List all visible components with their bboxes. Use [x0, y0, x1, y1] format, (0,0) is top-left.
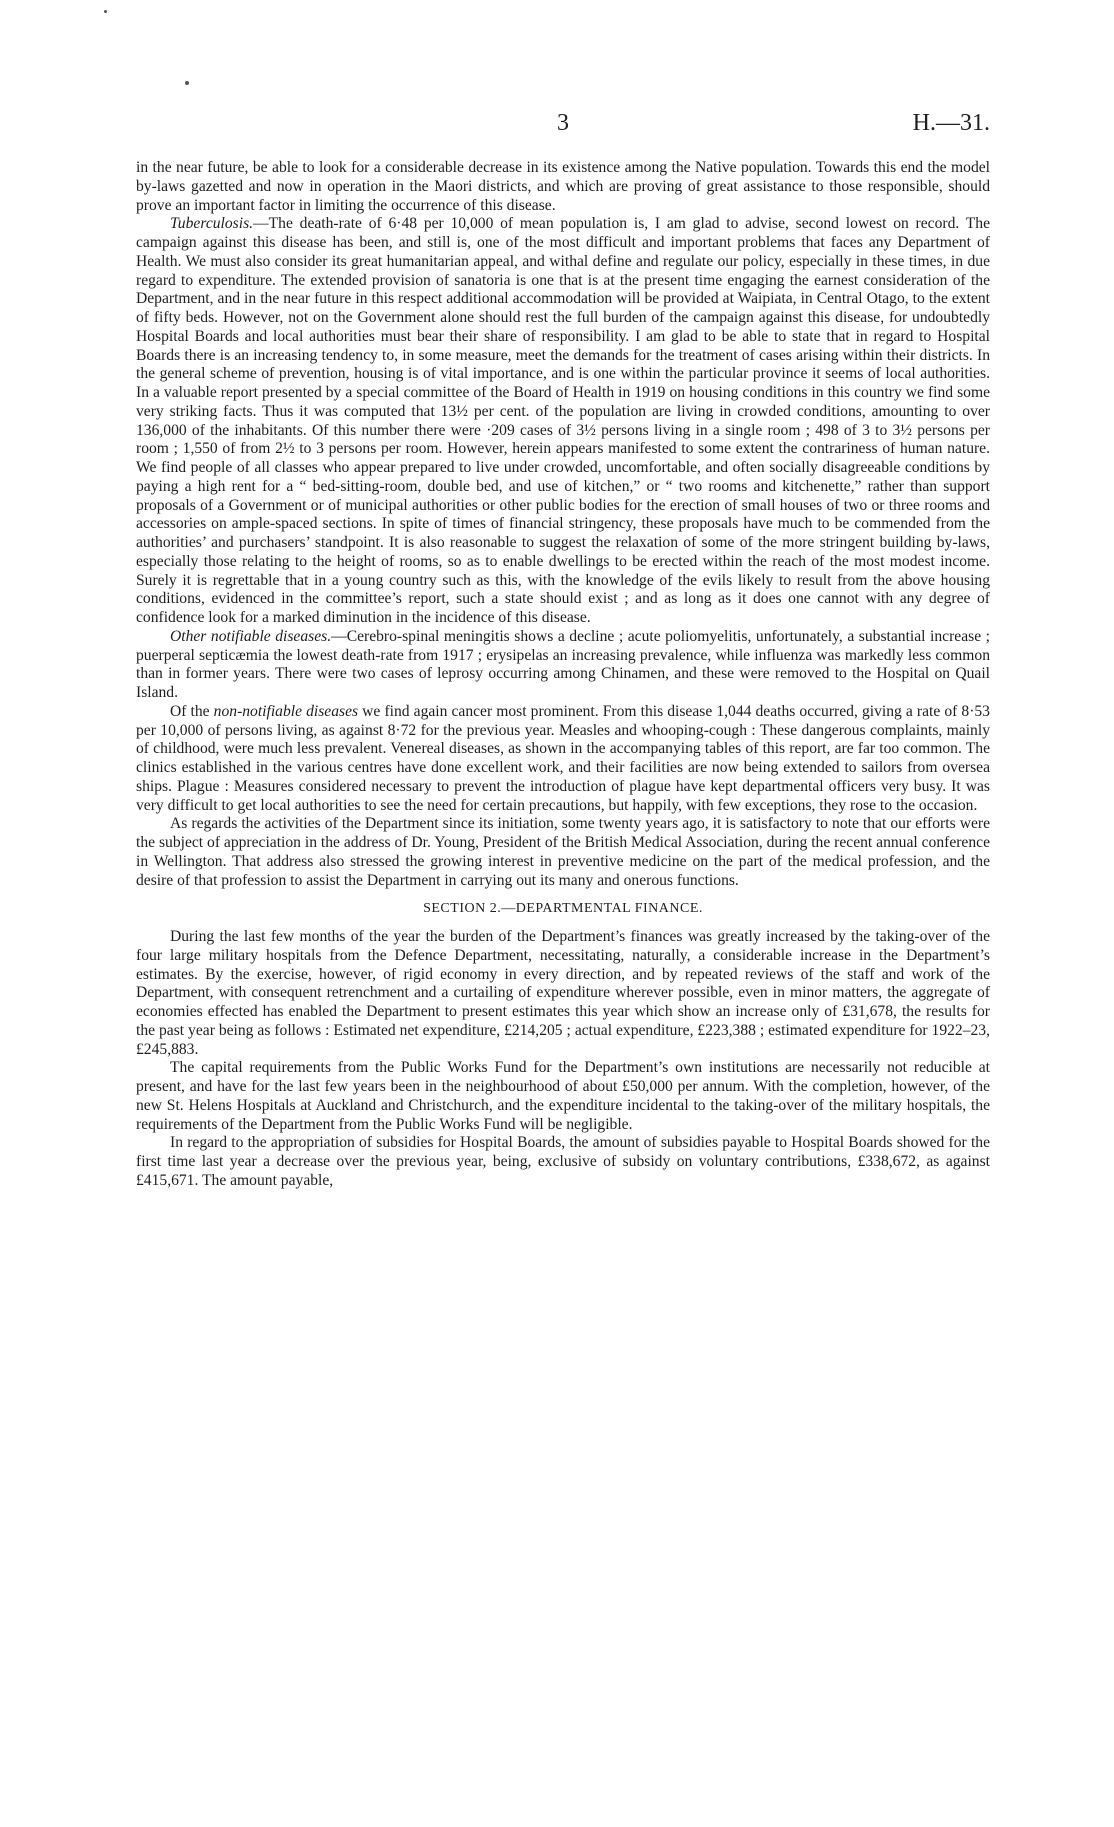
- paragraph-text: —Cerebro-spinal meningitis shows a decline ; acute poliomyelitis, unfortunately, a substantial increase ; puerperal septicæmia the lowest death-rate from 1917 ; erysipelas an increasing prevalence, while influenza was markedly less common than in former years. There were two cases of leprosy occurring among Chinamen, and these were removed to the Hospital on Quail Island.: [136, 627, 990, 701]
- paragraph-capital-requirements: [136, 1059, 990, 1134]
- paragraph-text: we find again cancer most prominent. From this disease 1,044 deaths occurred, giving a rate of 8·53 per 10,000 of persons living, as against 8·72 for the previous year. Measles and whooping-cough : These dangerous complaints, mainly of childhood, were much less prevalent. Venereal diseases, as shown in the accompanying tables of this report, are far too common. The clinics established in the various centres have done excellent work, and their facilities are now being extended to sailors from oversea ships. Plague : Measures considered necessary to prevent the introduction of plague have kept departmental officers very busy. It was very difficult to get local authorities to see the need for certain precautions, but happily, with few exceptions, they rose to the occasion.: [136, 702, 990, 814]
- run-in-heading-non-notifiable: non-notifiable diseases: [213, 702, 359, 720]
- paragraph-maori-districts: [136, 159, 990, 215]
- run-in-heading-tuberculosis: Tuberculosis.: [170, 215, 254, 233]
- page-number: 3: [557, 110, 569, 136]
- paragraph-other-notifiable-diseases: [136, 628, 990, 703]
- paragraph-text: in the near future, be able to look for a considerable decrease in its existence among the Native population. Towards this end the model by-laws gazetted and now in operation in the Maori districts, and which are proving of great assistance to those responsible, should prove an important factor in limiting the occurrence of this disease.: [136, 159, 990, 214]
- paragraph-department-activities: [136, 815, 990, 890]
- paragraph-text: During the last few months of the year the burden of the Department’s finances was greatly increased by the taking-over of the four large military hospitals from the Defence Department, necessitating, naturally, a considerable increase in the Department’s estimates. By the exercise, however, of rigid economy in every direction, and by repeated reviews of the staff and work of the Department, with consequent retrenchment and a curtailing of expenditure wherever possible, even in minor matters, the aggregate of economies effected has enabled the Department to present estimates this year which show an increase only of £31,678, the results for the past year being as follows : Estimated net expenditure, £214,205 ; actual expenditure, £223,388 ; estimated expenditure for 1922–23, £245,883.: [136, 928, 990, 1058]
- paragraph-text: —The death-rate of 6·48 per 10,000 of mean population is, I am glad to advise, second lowest on record. The campaign against this disease has been, and still is, one of the most difficult and important problems that faces any Department of Health. We must also consider its great humanitarian appeal, and withal define and regulate our policy, especially in these times, in due regard to expenditure. The extended provision of sanatoria is one that is at the present time engaging the earnest consideration of the Department, and in the near future in this respect additional accommodation will be provided at Waipiata, in Central Otago, to the extent of fifty beds. However, not on the Government alone should rest the full burden of the campaign against this disease, for undoubtedly Hospital Boards and local authorities must bear their share of responsibility. I am glad to be able to state that in regard to Hospital Boards there is an increasing tendency to, in some measure, meet the demands for the treatment of cases arising within their districts. In the general scheme of prevention, housing is of vital importance, and is one within the particular province it seems of local authorities. In a valuable report presented by a special committee of the Board of Health in 1919 on housing conditions in this country we find some very striking facts. Thus it was computed that 13½ per cent. of the population are living in crowded conditions, amounting to over 136,000 of the inhabitants. Of this number there were ·209 cases of 3½ persons living in a single room ; 498 of 3 to 3½ persons per room ; 1,550 of from 2½ to 3 persons per room. However, herein appears manifested to some extent the contrariness of human nature. We find people of all classes who appear prepared to live under crowded, uncomfortable, and often socially disagreeable conditions by paying a high rent for a “ bed-sitting-room, double bed, and use of kitchen,” or “ two rooms and kitchenette,” rather than support proposals of a Government or of municipal authorities or other public bodies for the erection of small houses of two or three rooms and accessories on ample-spaced sections. In spite of times of financial stringency, these proposals have much to be commended from the authorities’ and purchasers’ standpoint. It is also reasonable to suggest the relaxation of some of the more stringent building by-laws, especially those relating to the height of rooms, so as to enable dwellings to be erected within the reach of the most modest income. Surely it is regrettable that in a young country such as this, with the knowledge of the evils likely to result from the above housing conditions, evidenced in the committee’s report, such a state should exist ; and as long as it does one cannot with any degree of confidence look for a marked diminution in the incidence of this disease.: [136, 215, 990, 626]
- scan-speck: [185, 81, 189, 85]
- paragraph-finance-burden: [136, 928, 990, 1059]
- document-reference: H.—31.: [912, 110, 990, 136]
- run-in-heading-other-notifiable: Other notifiable diseases.: [170, 627, 332, 645]
- section-heading: SECTION 2.—DEPARTMENTAL FINANCE.: [423, 901, 703, 917]
- paragraph-non-notifiable-diseases: [136, 703, 990, 816]
- paragraph-text: In regard to the appropriation of subsidies for Hospital Boards, the amount of subsidies payable to Hospital Boards showed for the first time last year a decrease over the previous year, being, exclusive of subsidy on voluntary contributions, £338,672, as against £415,671. The amount payable,: [136, 1134, 990, 1189]
- paragraph-hospital-subsidies: [136, 1134, 990, 1190]
- page-header: [136, 108, 990, 140]
- paragraph-text: As regards the activities of the Department since its initiation, some twenty years ago, it is satisfactory to note that our efforts were the subject of appreciation in the address of Dr. Young, President of the British Medical Association, during the recent annual conference in Wellington. That address also stressed the growing interest in preventive medicine on the part of the medical profession, and the desire of that profession to assist the Department in carrying out its many and onerous functions.: [136, 815, 990, 889]
- scan-speck: [104, 10, 107, 13]
- paragraph-text: The capital requirements from the Public Works Fund for the Department’s own institutions are necessarily not reducible at present, and have for the last few years been in the neighbourhood of about £50,000 per annum. With the completion, however, of the new St. Helens Hospitals at Auckland and Christchurch, and the expenditure incidental to the taking-over of the military hospitals, the requirements of the Department from the Public Works Fund will be negligible.: [136, 1059, 990, 1133]
- paragraph-tuberculosis: [136, 215, 990, 628]
- body-text: [136, 159, 990, 1191]
- paragraph-prefix: Of the: [170, 702, 214, 720]
